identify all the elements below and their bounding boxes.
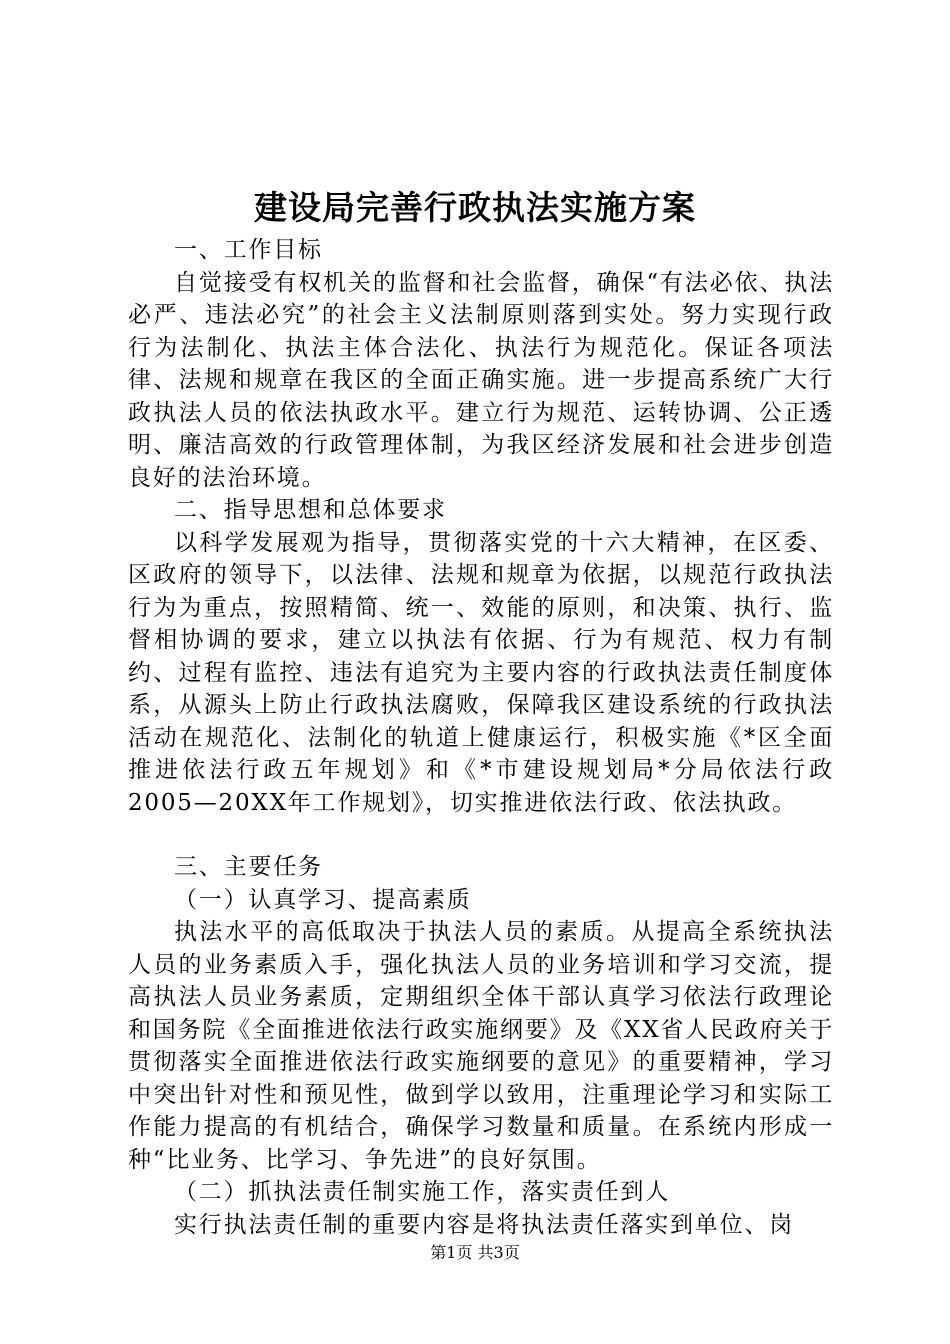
subheading-study: （一）认真学习、提高素质: [174, 886, 472, 913]
paragraph-responsibility: 实行执法责任制的重要内容是将执法责任落实到单位、岗: [174, 1211, 794, 1238]
document-title: 建设局完善行政执法实施方案: [254, 188, 696, 227]
section-heading-guiding-ideology: 二、指导思想和总体要求: [174, 497, 447, 523]
paragraph-goals: 自觉接受有权机关的监督和社会监督，确保“有法必依、执法必严、违法必究”的社会主义法制原则落到实处。努力实现行政行为法制化、执法主体合法化、执法行为规范化。保证各项法律、法规和规章在我区的全面正确实施。进一步提高系统广大行政执法人员的依法执政水平。建立行为规范、运转协调、公正透明、廉洁高效的行政管理体制，为我区经济发展和社会进步创造良好的法治环境。: [128, 269, 834, 491]
paragraph-study: 执法水平的高低取决于执法人员的素质。从提高全系统执法人员的业务素质入手，强化执法人员的业务培训和学习交流，提高执法人员业务素质，定期组织全体干部认真学习依法行政理论和国务院《全面推进依法行政实施纲要》及《XX省人民政府关于贯彻落实全面推进依法行政实施纲要的意见》的重要精神，学习中突出针对性和预见性，做到学以致用，注重理论学习和实际工作能力提高的有机结合，确保学习数量和质量。在系统内形成一种“比业务、比学习、争先进”的良好氛围。: [128, 919, 834, 1173]
section-heading-main-tasks: 三、主要任务: [174, 854, 323, 880]
page-number-footer: 第1页 共3页: [430, 1243, 520, 1262]
subheading-responsibility: （二）抓执法责任制实施工作，落实责任到人: [174, 1179, 670, 1205]
paragraph-guiding-ideology: 以科学发展观为指导，贯彻落实党的十六大精神，在区委、区政府的领导下，以法律、法规和规章为依据，以规范行政执法行为为重点，按照精简、统一、效能的原则，和决策、执行、监督相协调的要求，建立以执法有依据、行为有规范、权力有制约、过程有监控、违法有追究为主要内容的行政执法责任制度体系，从源头上防止行政执法腐败，保障我区建设系统的行政执法活动在规范化、法制化的轨道上健康运行，积极实施《*区全面推进依法行政五年规划》和《*市建设规划局*分局依法行政2005—20XX年工作规划》，切实推进依法行政、依法执政。: [128, 529, 834, 816]
section-heading-goals: 一、工作目标: [174, 237, 323, 263]
document-body: [128, 234, 834, 1241]
